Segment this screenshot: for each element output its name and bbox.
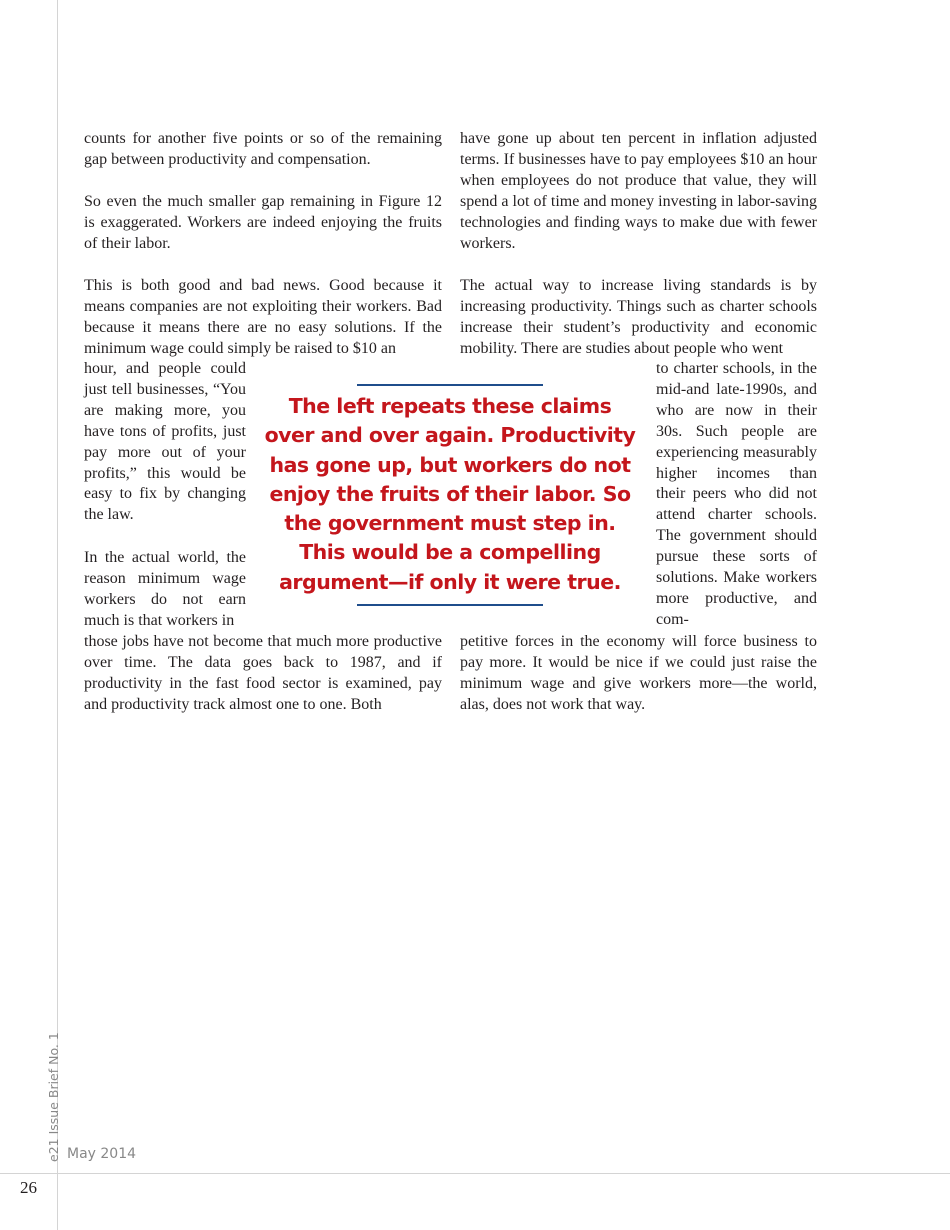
left-paragraph-4-narrow: In the actual world, the reason minimum wage workers do not earn much is that workers in (84, 549, 246, 629)
left-paragraph-3-narrow: hour, and people could just tell businesses, “You are making more, you have tons of profits, just pay more out of your profits,” this would be easy to fix by changing the law. (84, 360, 246, 524)
footer-rule (0, 1173, 950, 1174)
pull-quote-bottom-rule (357, 604, 543, 606)
right-paragraph-1: have gone up about ten percent in inflation adjusted terms. If businesses have to pay employees $10 an hour when employees do not produce that value, they will spend a lot of time and money investing in labor-saving technologies and finding ways to make due with fewer workers. (460, 130, 817, 252)
series-label: e21 Issue Brief No. 1 (46, 1032, 61, 1162)
pull-quote (264, 384, 636, 606)
left-paragraph-2: So even the much smaller gap remaining in Figure 12 is exaggerated. Workers are indeed enjoying the fruits of their labor. (84, 193, 442, 252)
pull-quote-text: The left repeats these claims over and over again. Productivity has gone up, but workers do not enjoy the fruits of their labor. So the government must step in. This would be a compelling argument—if only it were true. (264, 394, 636, 594)
right-paragraph-2-wide: The actual way to increase living standards is by increasing productivity. Things such as charter schools increase their student’s productivity and economic mobility. There are studies about people who went (460, 277, 817, 357)
pull-quote-top-rule (357, 384, 543, 386)
left-paragraph-4-wide: those jobs have not become that much more productive over time. The data goes back to 1987, and if productivity in the fast food sector is examined, pay and productivity track almost one to one. Both (84, 633, 442, 713)
right-paragraph-2-end: petitive forces in the economy will force business to pay more. It would be nice if we could just raise the minimum wage and give workers more—the world, alas, does not work that way. (460, 633, 817, 713)
left-paragraph-1: counts for another five points or so of the remaining gap between productivity and compensation. (84, 130, 442, 168)
left-paragraph-3-wide: This is both good and bad news. Good because it means companies are not exploiting their workers. Bad because it means there are no easy solutions. If the minimum wage could simply be raised to $10 an (84, 277, 442, 357)
page-number: 26 (20, 1178, 37, 1197)
right-paragraph-2-narrow: to charter schools, in the mid-and late-1990s, and who are now in their 30s. Such people are experiencing measurably higher incomes than their peers who did not attend charter schools. The government should pursue these sorts of solutions. Make workers more productive, and com- (656, 360, 817, 628)
date-label: May 2014 (67, 1146, 137, 1162)
